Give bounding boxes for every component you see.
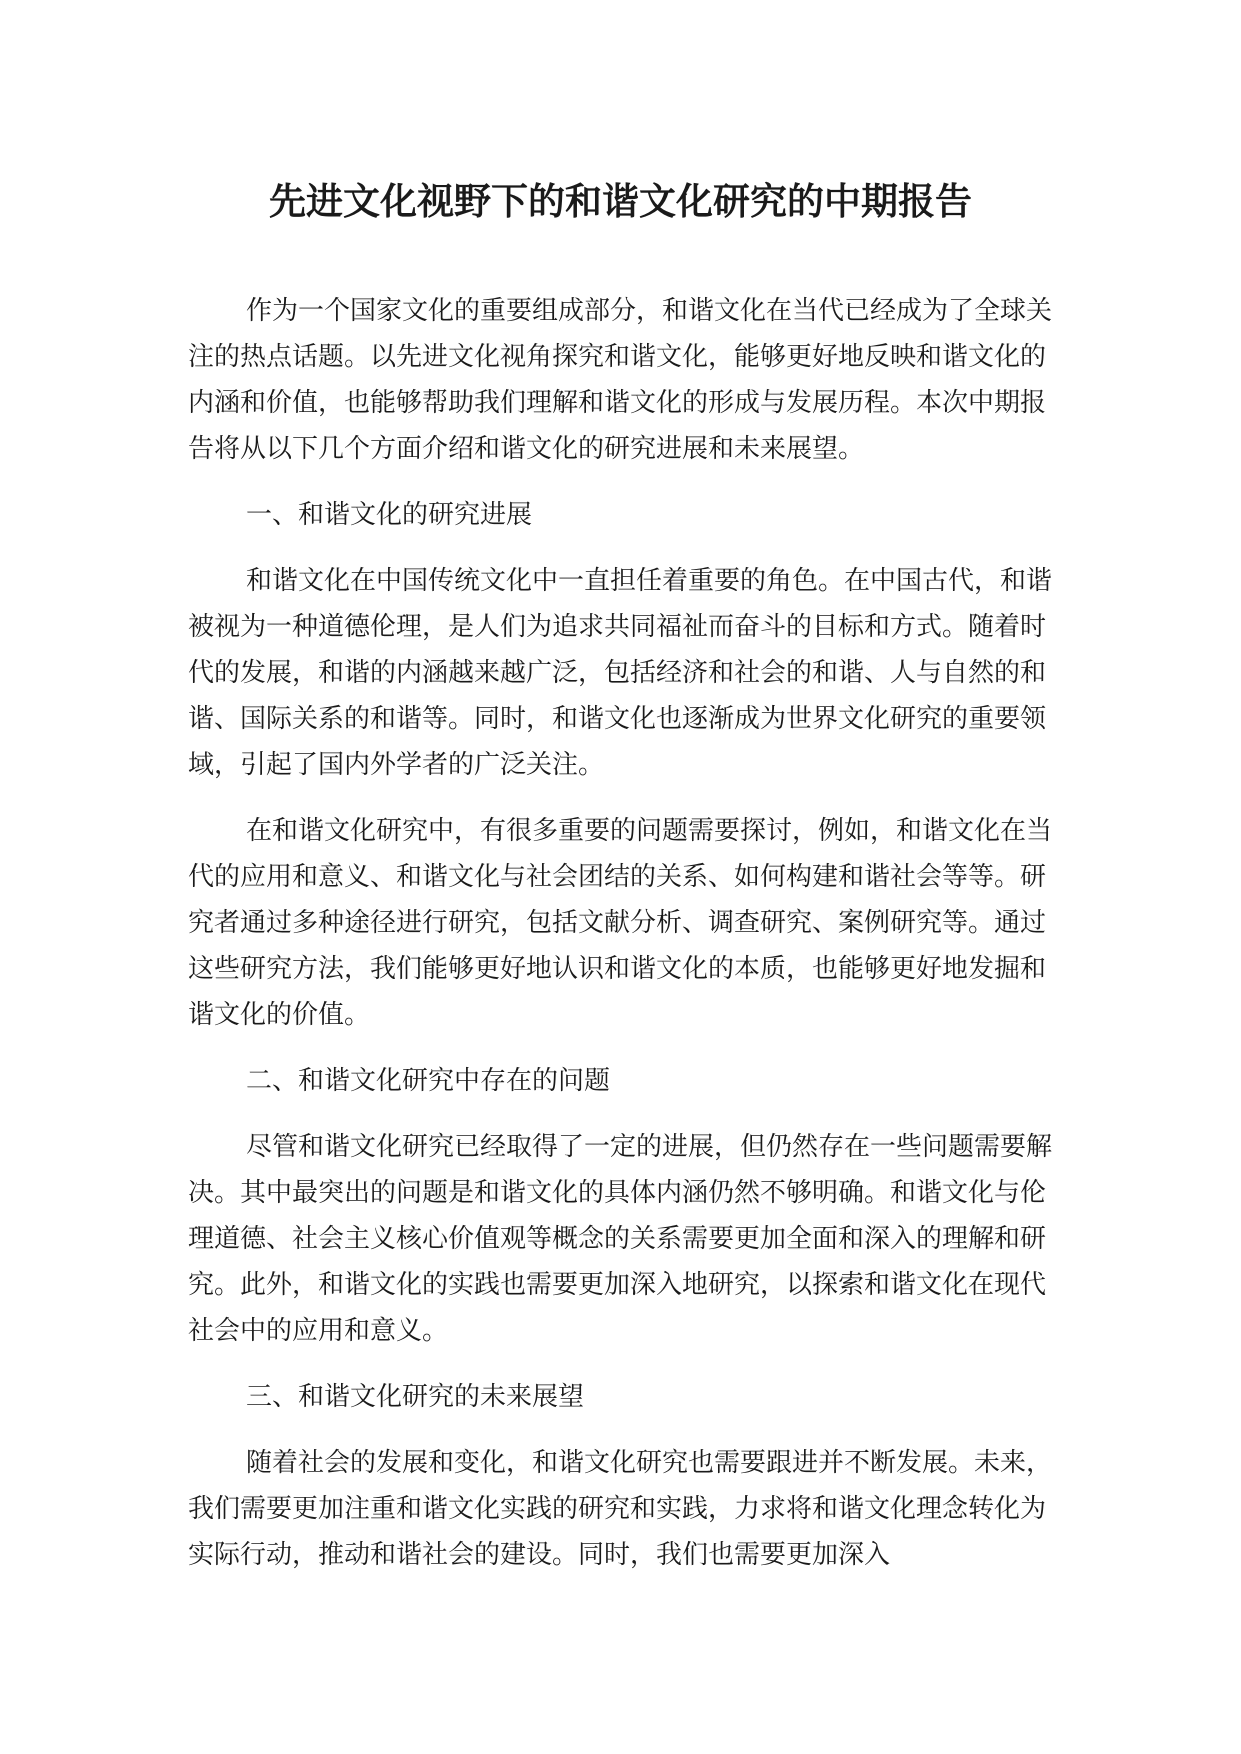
section-1-paragraph-1: 和谐文化在中国传统文化中一直担任着重要的角色。在中国古代，和谐被视为一种道德伦理，是人们为追求共同福祉而奋斗的目标和方式。随着时代的发展，和谐的内涵越来越广泛，包括经济和社会的和谐、人与自然的和谐、国际关系的和谐等。同时，和谐文化也逐渐成为世界文化研究的重要领域，引起了国内外学者的广泛关注。 [188,566,1053,780]
section-heading-1: 一、和谐文化的研究进展 [246,500,533,530]
section-2-paragraph-1: 尽管和谐文化研究已经取得了一定的进展，但仍然存在一些问题需要解决。其中最突出的问题是和谐文化的具体内涵仍然不够明确。和谐文化与伦理道德、社会主义核心价值观等概念的关系需要更加全面和深入的理解和研究。此外，和谐文化的实践也需要更加深入地研究，以探索和谐文化在现代社会中的应用和意义。 [188,1132,1053,1346]
section-3-paragraph-1: 随着社会的发展和变化，和谐文化研究也需要跟进并不断发展。未来，我们需要更加注重和谐文化实践的研究和实践，力求将和谐文化理念转化为实际行动，推动和谐社会的建设。同时，我们也需要更加深入 [188,1448,1053,1570]
document-title: 先进文化视野下的和谐文化研究的中期报告 [269,180,972,223]
section-heading-3: 三、和谐文化研究的未来展望 [246,1382,585,1412]
document-body [188,288,1068,1578]
section-1-paragraph-2: 在和谐文化研究中，有很多重要的问题需要探讨，例如，和谐文化在当代的应用和意义、和谐文化与社会团结的关系、如何构建和谐社会等等。研究者通过多种途径进行研究，包括文献分析、调查研究、案例研究等。通过这些研究方法，我们能够更好地认识和谐文化的本质，也能够更好地发掘和谐文化的价值。 [188,816,1053,1030]
intro-paragraph: 作为一个国家文化的重要组成部分，和谐文化在当代已经成为了全球关注的热点话题。以先进文化视角探究和谐文化，能够更好地反映和谐文化的内涵和价值，也能够帮助我们理解和谐文化的形成与发展历程。本次中期报告将从以下几个方面介绍和谐文化的研究进展和未来展望。 [188,296,1053,464]
section-heading-2: 二、和谐文化研究中存在的问题 [246,1066,611,1096]
